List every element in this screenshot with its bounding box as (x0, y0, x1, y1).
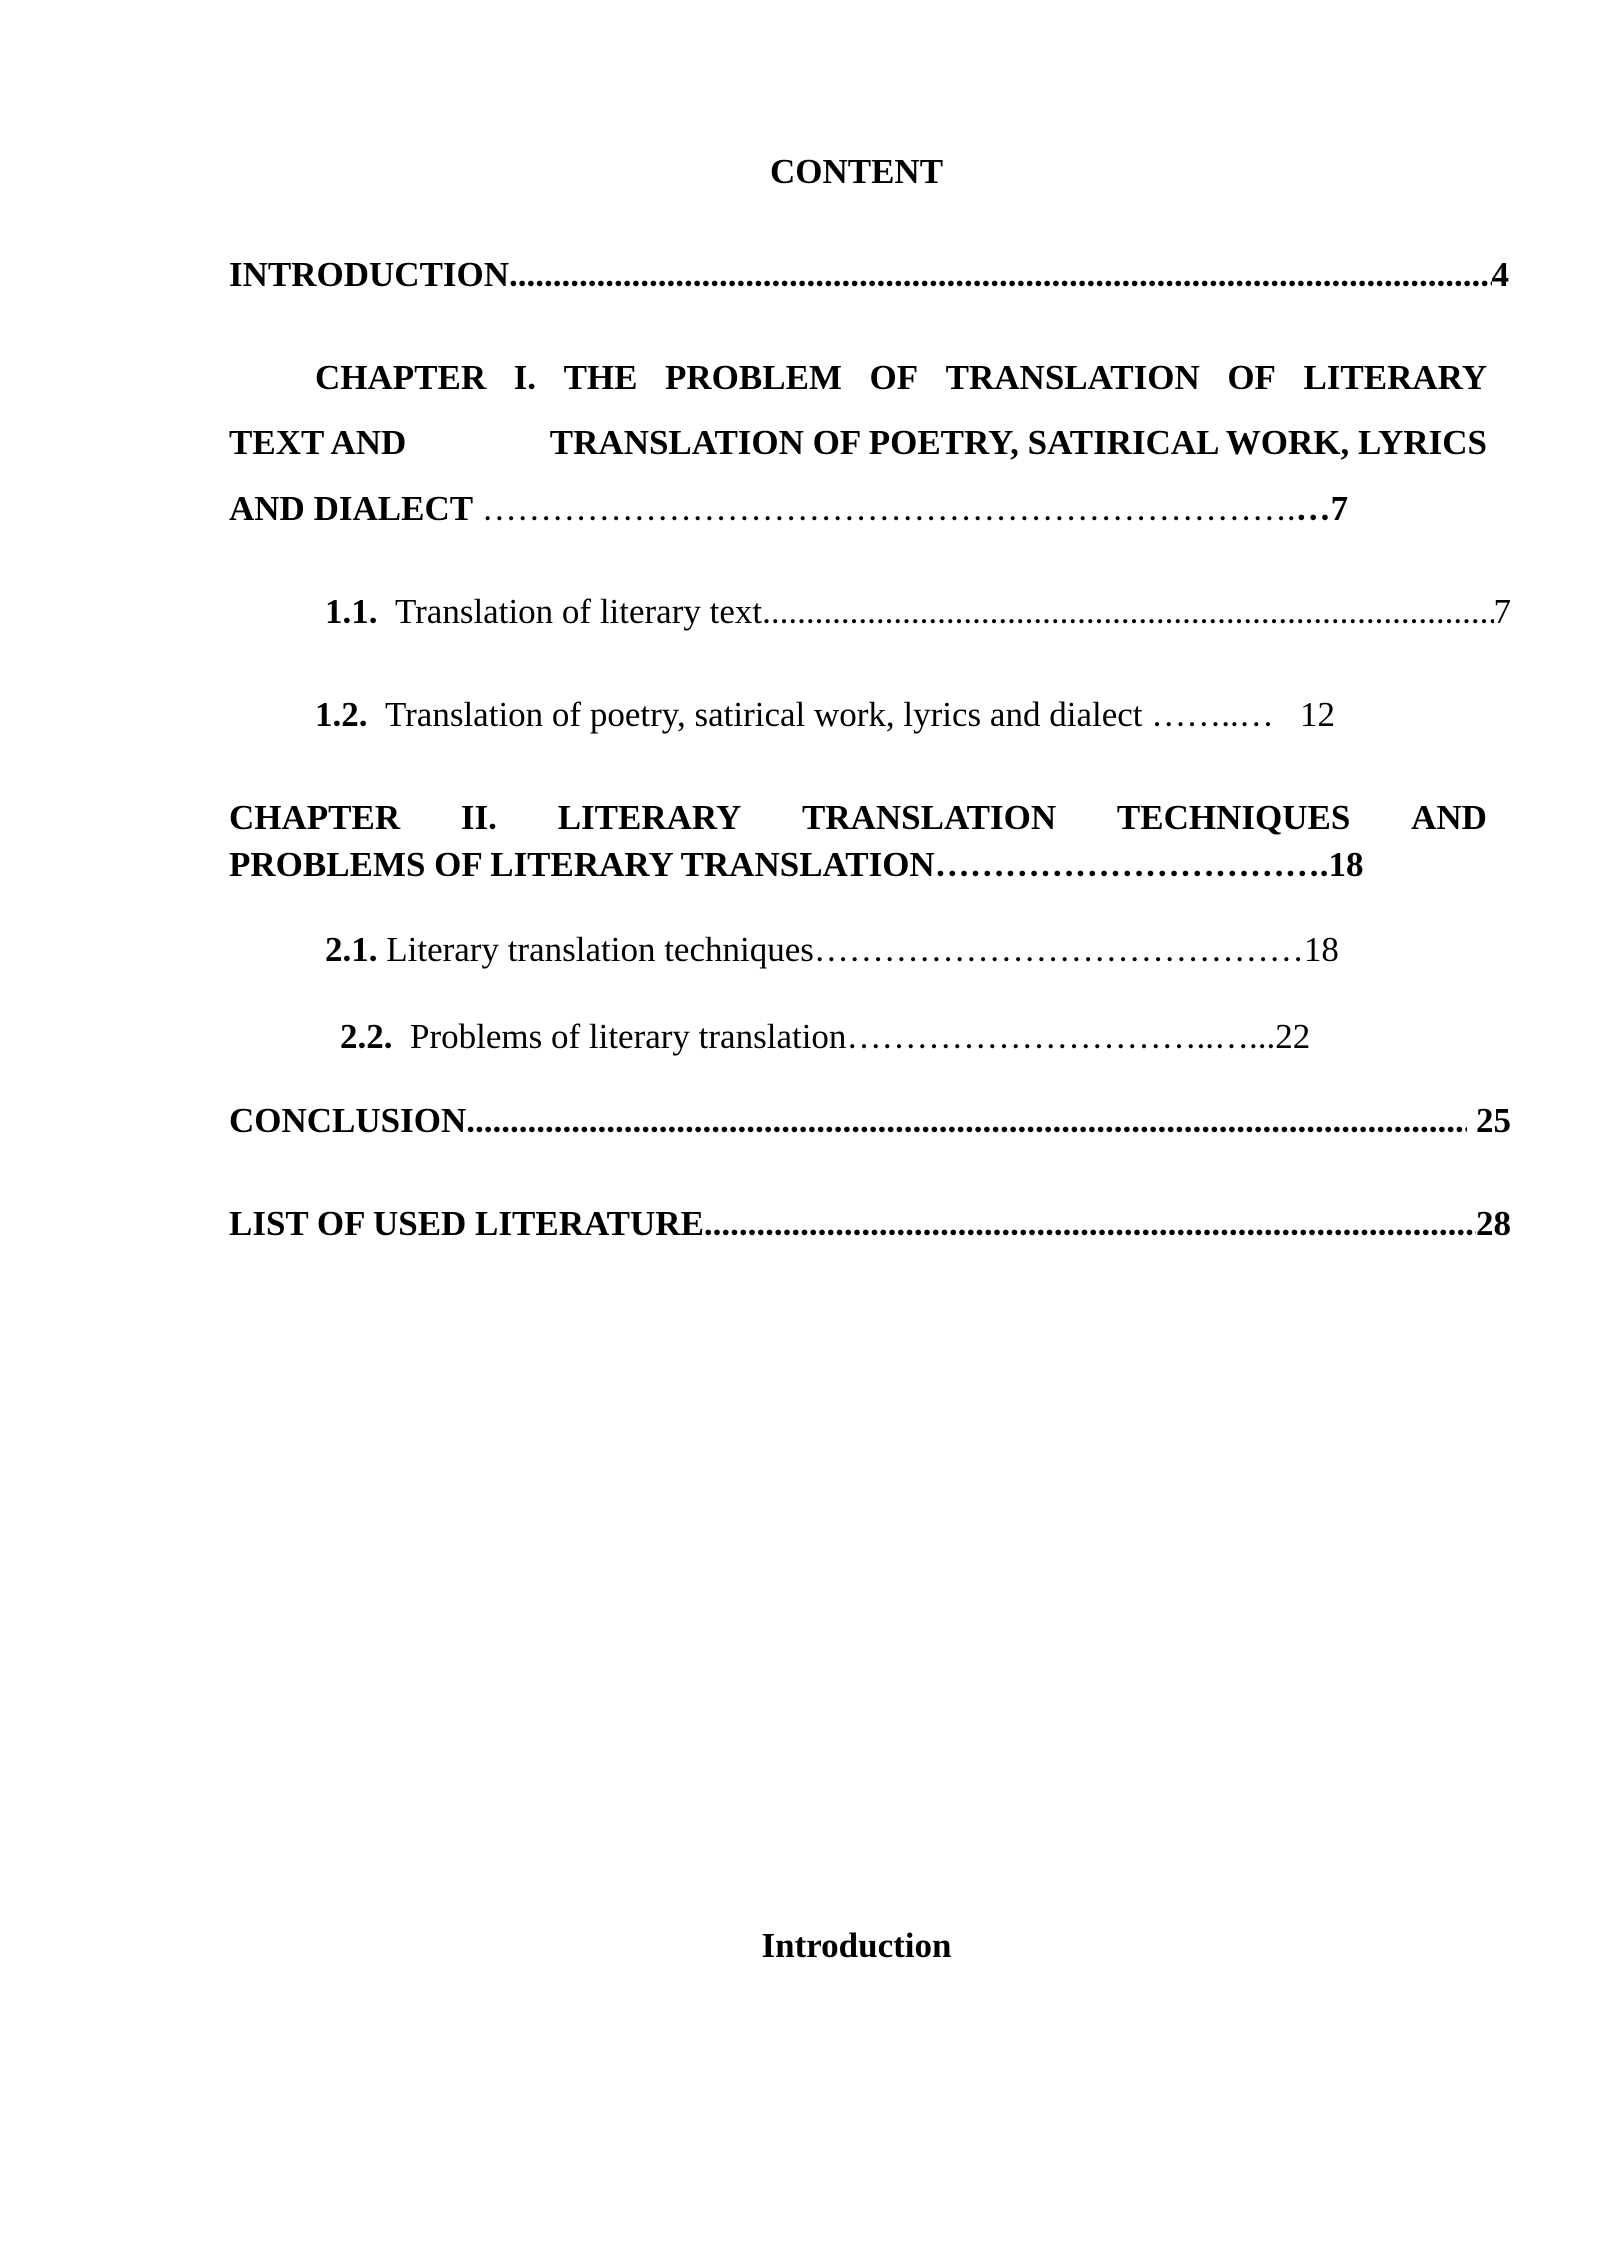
section-number: 1.1. (325, 592, 378, 631)
word: TECHNIQUES (1116, 798, 1351, 837)
word: CHAPTER (229, 798, 401, 837)
word: TRANSLATION (802, 798, 1057, 837)
toc-entry-label: INTRODUCTION (229, 255, 510, 294)
dot-leader: ……………………………………………………………. (481, 489, 1296, 528)
toc-chapter1-line3[interactable] (229, 489, 1348, 529)
dot-leader: …………………………..…... (846, 1017, 1276, 1056)
toc-entry-page: 18 (1303, 930, 1339, 969)
toc-entry-1-1[interactable] (325, 592, 1511, 632)
toc-entry-page: 7 (1330, 489, 1349, 528)
toc-entry-2-2[interactable] (340, 1017, 1310, 1057)
section-number: 2.2. (340, 1017, 393, 1056)
toc-title: CONTENT (769, 152, 944, 191)
text-segment: TEXT AND (229, 423, 407, 462)
toc-entry-label: Literary translation techniques (386, 930, 814, 969)
text-segment: TRANSLATION OF POETRY, SATIRICAL WORK, LYRICS (549, 423, 1487, 462)
toc-chapter2-line1[interactable] (229, 798, 1487, 838)
dot-leader-bold: … (1295, 489, 1331, 528)
dot-leader: ……………………………. (934, 845, 1329, 884)
word: PROBLEM (665, 358, 842, 397)
toc-chapter1-line1[interactable] (315, 358, 1487, 398)
word: LITERARY (1303, 358, 1487, 397)
toc-chapter2-line2[interactable] (229, 845, 1363, 885)
toc-entry-label: PROBLEMS OF LITERARY TRANSLATION (229, 845, 935, 884)
section-heading-introduction: Introduction (761, 1926, 952, 1965)
toc-chapter1-line2[interactable] (229, 423, 1487, 463)
dot-leader (762, 592, 1493, 632)
dot-leader (509, 255, 1491, 295)
word: LITERARY (557, 798, 742, 837)
toc-entry-label: Translation of literary text (395, 592, 763, 631)
word: I. (513, 358, 537, 397)
word: II. (460, 798, 497, 837)
word: TRANSLATION (945, 358, 1200, 397)
toc-entry-literature[interactable] (229, 1204, 1511, 1244)
word: CHAPTER (315, 358, 487, 397)
toc-entry-page: 22 (1275, 1017, 1311, 1056)
toc-entry-label: CONCLUSION (229, 1101, 467, 1140)
toc-entry-page: 7 (1493, 592, 1511, 631)
word: OF (869, 358, 919, 397)
toc-entry-page: 18 (1328, 845, 1364, 884)
toc-entry-label: LIST OF USED LITERATURE (229, 1204, 704, 1243)
toc-entry-page: 12 (1300, 695, 1335, 734)
toc-entry-page (1467, 1101, 1511, 1141)
word: THE (563, 358, 638, 397)
toc-entry-label: Problems of literary translation (410, 1017, 847, 1056)
section-number: 2.1. (325, 930, 378, 969)
toc-entry-1-2[interactable] (315, 695, 1335, 735)
dot-leader (466, 1101, 1467, 1141)
word: OF (1227, 358, 1276, 397)
dot-leader: ……..… (1151, 695, 1274, 734)
toc-entry-page: 4 (1491, 255, 1509, 294)
toc-entry-introduction[interactable] (229, 255, 1509, 295)
dot-leader (704, 1204, 1476, 1244)
section-number: 1.2. (315, 695, 368, 734)
toc-entry-conclusion[interactable] (229, 1101, 1511, 1141)
toc-entry-label: Translation of poetry, satirical work, lyrics and dialect (385, 695, 1143, 734)
dot-leader: …………………………………… (813, 930, 1304, 969)
toc-entry-page: 28 (1476, 1204, 1511, 1243)
toc-entry-2-1[interactable] (325, 930, 1339, 970)
toc-entry-page-number: 25 (1476, 1101, 1511, 1140)
word: AND (1411, 798, 1487, 837)
toc-entry-label: AND DIALECT (229, 489, 474, 528)
